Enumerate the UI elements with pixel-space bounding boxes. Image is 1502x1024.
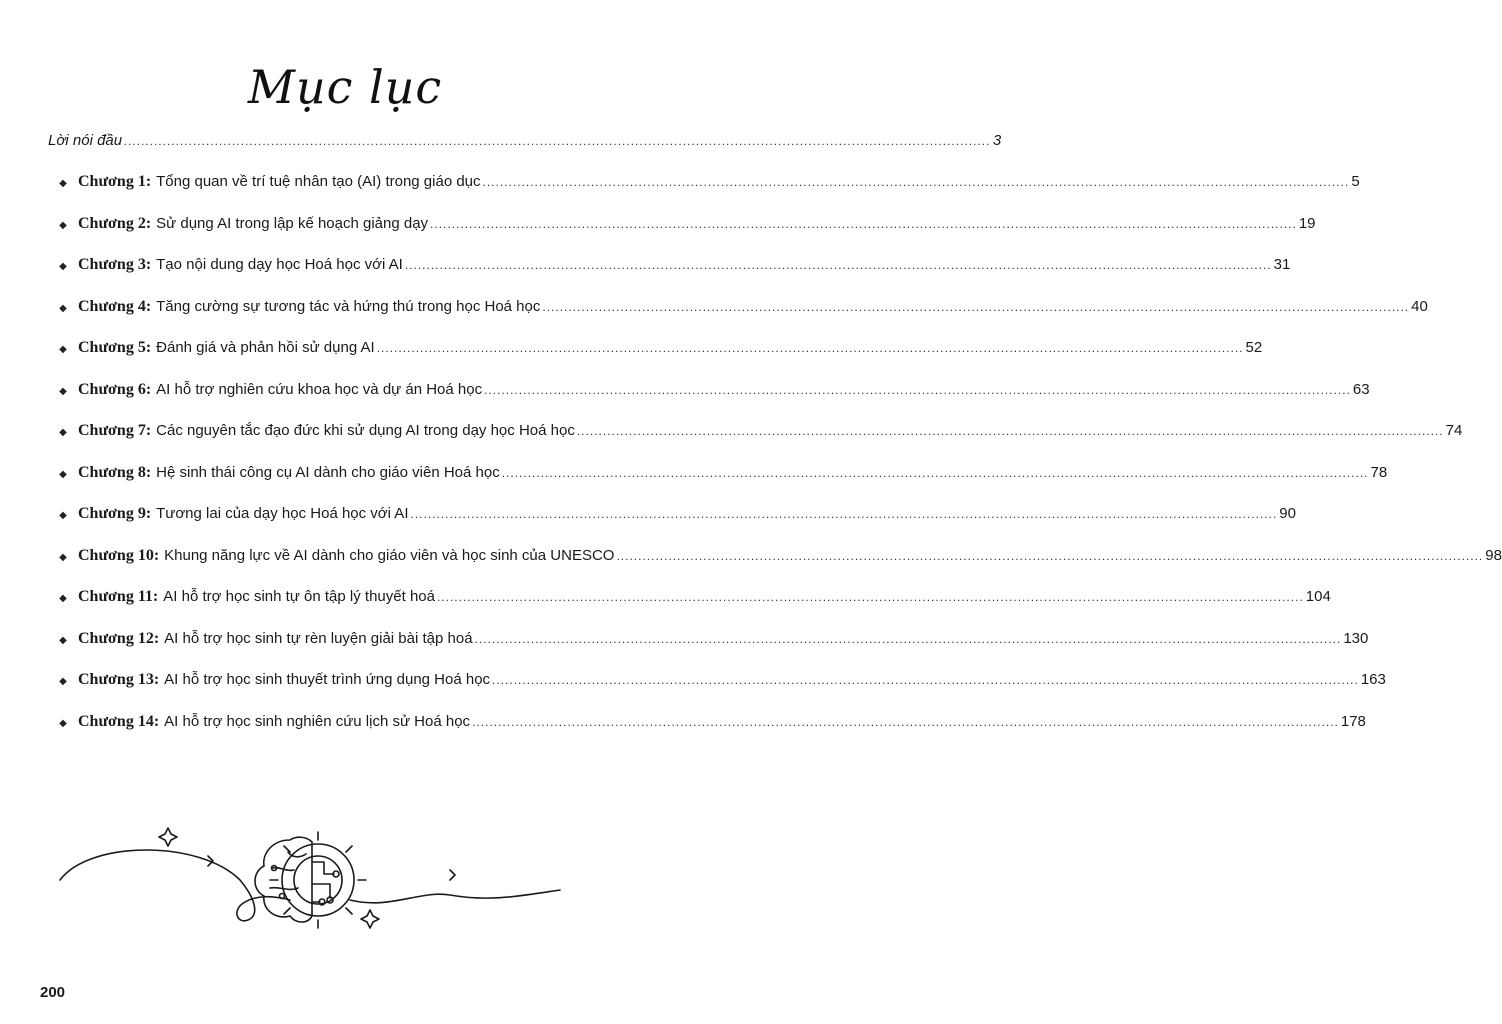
dot-leader: ........................................................................................................................................................................................................ [576, 424, 1444, 438]
toc-entry-chapter-11[interactable] [48, 588, 1331, 608]
diamond-bullet-icon: ◆ [59, 717, 67, 729]
chapter-label: Chương 13: [78, 671, 160, 688]
toc-entry-chapter-2[interactable] [48, 214, 1316, 235]
chapter-page: 40 [1411, 297, 1428, 315]
chapter-page: 178 [1340, 712, 1366, 730]
diamond-bullet-icon: ◆ [59, 219, 67, 231]
dot-leader: ........................................................................................................................................................................................................ [542, 299, 1410, 314]
chapter-title: Tương lai của dạy học Hoá học với AI [156, 505, 409, 522]
toc-entry-chapter-3[interactable] [48, 256, 1291, 276]
page-number: 200 [40, 984, 66, 1001]
chapter-label: Chương 11: [78, 588, 159, 605]
brain-gear-ornament-icon [50, 820, 640, 950]
toc-entry-preface[interactable] [48, 132, 1002, 152]
chapter-title: AI hỗ trợ học sinh tự rèn luyện giải bài tập hoá [164, 629, 473, 647]
dot-leader: ........................................................................................................................................................................................................ [484, 382, 1351, 397]
diamond-bullet-icon: ◆ [59, 510, 67, 521]
chapter-title: Tổng quan về trí tuệ nhân tạo (AI) trong giáo dục [156, 173, 481, 190]
chapter-title: AI hỗ trợ nghiên cứu khoa học và dự án Hoá học [156, 380, 483, 398]
chapter-page: 74 [1445, 422, 1463, 439]
dot-leader: ........................................................................................................................................................................................................ [501, 465, 1369, 480]
chapter-page: 98 [1485, 546, 1502, 564]
dot-leader: ........................................................................................................................................................................................................ [124, 134, 991, 148]
chapter-page: 78 [1370, 463, 1388, 481]
chapter-page: 19 [1298, 214, 1316, 232]
toc-entry-title: Lời nói đầu [48, 132, 123, 149]
diamond-bullet-icon: ◆ [59, 427, 67, 438]
dot-leader: ........................................................................................................................................................................................................ [410, 507, 1278, 521]
chapter-label: Chương 14: [78, 712, 160, 730]
chapter-title: AI hỗ trợ học sinh thuyết trình ứng dụng Hoá học [164, 671, 491, 688]
diamond-bullet-icon: ◆ [59, 634, 67, 646]
chapter-page: 63 [1352, 380, 1370, 398]
toc-entry-chapter-8[interactable] [48, 463, 1388, 484]
chapter-label: Chương 1: [78, 173, 152, 190]
chapter-page: 104 [1305, 588, 1331, 605]
chapter-title: Tạo nội dung dạy học Hoá học với AI [156, 256, 403, 273]
diamond-bullet-icon: ◆ [59, 468, 67, 480]
page-title: Mục lục [247, 60, 443, 114]
toc-entry-chapter-12[interactable] [48, 629, 1369, 650]
chapter-title: Khung năng lực về AI dành cho giáo viên và học sinh của UNESCO [164, 546, 615, 564]
toc-entry-chapter-13[interactable] [48, 671, 1386, 691]
chapter-page: 31 [1273, 256, 1291, 273]
diamond-bullet-icon: ◆ [59, 385, 67, 397]
chapter-label: Chương 9: [78, 505, 152, 522]
chapter-label: Chương 2: [78, 214, 152, 232]
diamond-bullet-icon: ◆ [59, 178, 67, 189]
toc-entry-chapter-14[interactable] [48, 712, 1366, 733]
chapter-label: Chương 6: [78, 380, 152, 398]
toc-entry-chapter-7[interactable] [48, 422, 1463, 442]
chapter-page: 130 [1343, 629, 1369, 647]
diamond-bullet-icon: ◆ [59, 302, 67, 314]
chapter-page: 5 [1351, 173, 1360, 190]
diamond-bullet-icon: ◆ [59, 593, 67, 604]
dot-leader: ........................................................................................................................................................................................................ [616, 548, 1484, 563]
dot-leader: ........................................................................................................................................................................................................ [472, 714, 1339, 729]
chapter-title: Tăng cường sự tương tác và hứng thú trong học Hoá học [156, 297, 541, 315]
dot-leader: ........................................................................................................................................................................................................ [376, 341, 1244, 355]
table-of-contents [48, 132, 1502, 754]
chapter-title: Các nguyên tắc đạo đức khi sử dụng AI trong dạy học Hoá học [156, 422, 575, 439]
dot-leader: ........................................................................................................................................................................................................ [474, 631, 1342, 646]
toc-entry-chapter-9[interactable] [48, 505, 1296, 525]
chapter-label: Chương 8: [78, 463, 152, 481]
diamond-bullet-icon: ◆ [59, 551, 67, 563]
chapter-label: Chương 5: [78, 339, 152, 356]
chapter-title: Sử dụng AI trong lập kế hoạch giảng dạy [156, 214, 429, 232]
dot-leader: ........................................................................................................................................................................................................ [482, 175, 1350, 189]
chapter-page: 163 [1360, 671, 1386, 688]
chapter-page: 90 [1279, 505, 1296, 522]
chapter-label: Chương 7: [78, 422, 152, 439]
chapter-label: Chương 3: [78, 256, 152, 273]
dot-leader: ........................................................................................................................................................................................................ [492, 673, 1359, 687]
toc-entry-chapter-10[interactable] [48, 546, 1502, 567]
chapter-title: AI hỗ trợ học sinh tự ôn tập lý thuyết hoá [163, 588, 435, 605]
chapter-label: Chương 12: [78, 629, 160, 647]
diamond-bullet-icon: ◆ [59, 676, 67, 687]
diamond-bullet-icon: ◆ [59, 344, 67, 355]
dot-leader: ........................................................................................................................................................................................................ [404, 258, 1272, 272]
toc-entry-page: 3 [992, 132, 1002, 149]
chapter-label: Chương 4: [78, 297, 152, 315]
chapter-label: Chương 10: [78, 546, 160, 564]
dot-leader: ........................................................................................................................................................................................................ [436, 590, 1304, 604]
toc-entry-chapter-4[interactable] [48, 297, 1428, 318]
toc-entry-chapter-5[interactable] [48, 339, 1263, 359]
chapter-title: Đánh giá và phản hồi sử dụng AI [156, 339, 375, 356]
toc-entry-chapter-6[interactable] [48, 380, 1370, 401]
diamond-bullet-icon: ◆ [59, 261, 67, 272]
toc-entry-chapter-1[interactable] [48, 173, 1360, 193]
chapter-page: 52 [1245, 339, 1263, 356]
dot-leader: ........................................................................................................................................................................................................ [430, 216, 1297, 231]
chapter-title: AI hỗ trợ học sinh nghiên cứu lịch sử Hoá học [164, 712, 471, 730]
chapter-title: Hệ sinh thái công cụ AI dành cho giáo viên Hoá học [156, 463, 500, 481]
